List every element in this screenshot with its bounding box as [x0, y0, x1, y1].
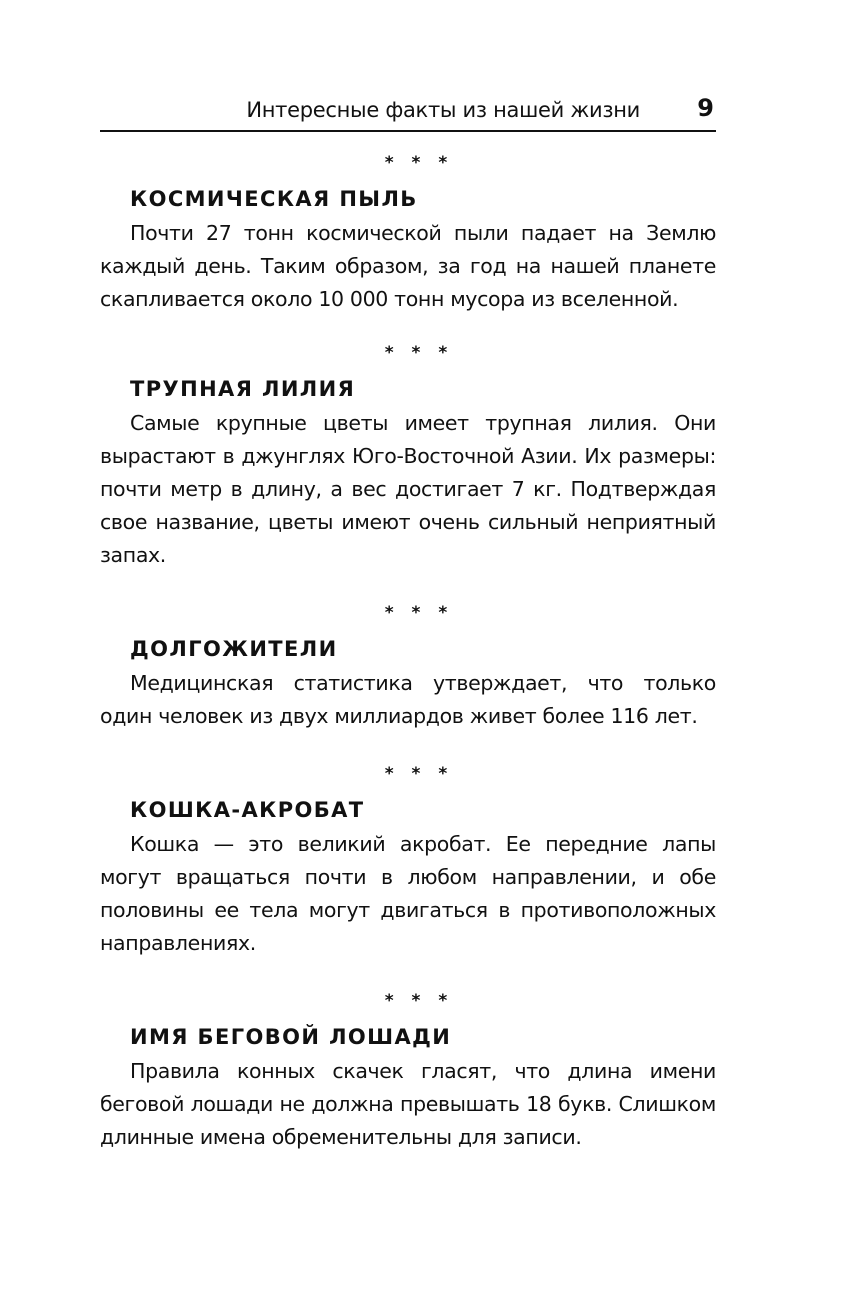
- section-separator: * * *: [384, 764, 454, 784]
- book-page: [100, 90, 716, 1154]
- section-text: Почти 27 тонн космической пыли падает на Землю каждый день. Таким образом, за год на нашей планете скапливается около 10 000 тонн мусора из вселенной.: [100, 221, 716, 311]
- section-separator: * * *: [384, 343, 454, 363]
- section-text: Кошка — это великий акробат. Ее передние лапы могут вращаться почти в любом направлении, и обе половины ее тела могут двигаться в противоположных направлениях.: [100, 832, 716, 955]
- running-title: Интересные факты из нашей жизни: [246, 98, 640, 122]
- section-racehorse-name: [100, 990, 716, 1154]
- section-text: Медицинская статистика утверждает, что только один человек из двух миллиардов живет более 116 лет.: [100, 671, 716, 728]
- section-separator: * * *: [384, 603, 454, 623]
- section-heading: КОСМИЧЕСКАЯ ПЫЛЬ: [130, 187, 418, 211]
- section-heading: ДОЛГОЖИТЕЛИ: [130, 637, 338, 661]
- section-corpse-lily: [100, 342, 716, 572]
- section-separator: * * *: [384, 991, 454, 1011]
- section-heading: ТРУПНАЯ ЛИЛИЯ: [130, 377, 356, 401]
- section-heading: ИМЯ БЕГОВОЙ ЛОШАДИ: [130, 1025, 452, 1049]
- section-cosmic-dust: [100, 152, 716, 316]
- section-long-livers: [100, 602, 716, 733]
- page-number: 9: [697, 94, 714, 122]
- section-acrobat-cat: [100, 763, 716, 960]
- running-header: [100, 90, 716, 132]
- section-separator: * * *: [384, 153, 454, 173]
- section-text: Самые крупные цветы имеет трупная лилия. Они вырастают в джунглях Юго-Восточной Азии. Их размеры: почти метр в длину, а вес достигает 7 кг. Подтверждая свое название, цветы имеют очень сильный неприятный запах.: [100, 411, 716, 567]
- section-text: Правила конных скачек гласят, что длина имени беговой лошади не должна превышать 18 букв. Слишком длинные имена обременительны для записи.: [100, 1059, 716, 1149]
- section-heading: КОШКА-АКРОБАТ: [130, 798, 365, 822]
